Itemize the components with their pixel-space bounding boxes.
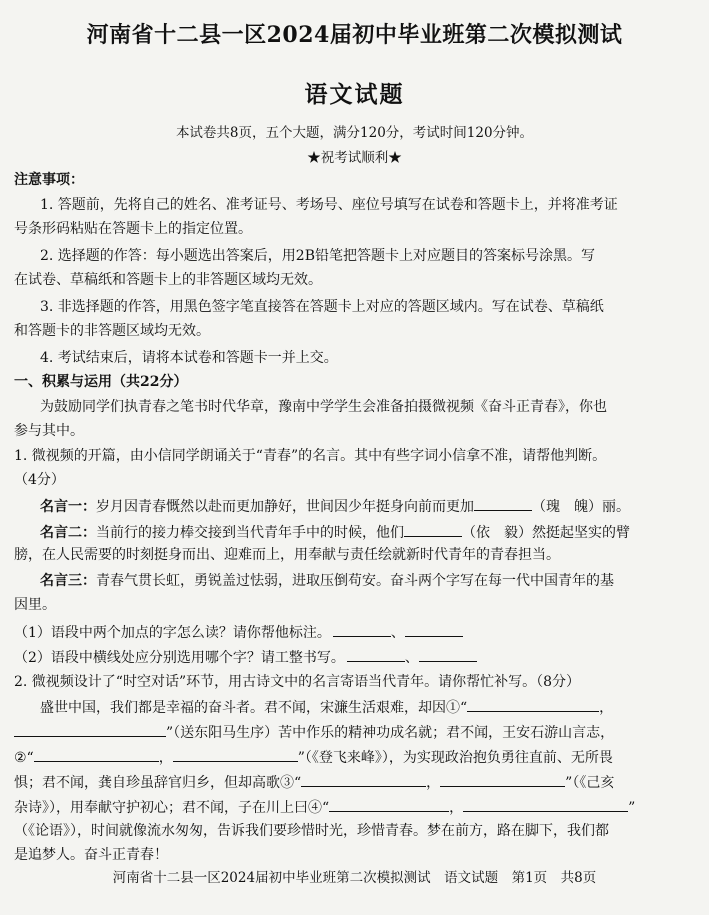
sub-question-2: （2）语段中横线处应分别选用哪个字？请工整书写。 、 xyxy=(14,647,477,667)
answer-blank[interactable] xyxy=(173,747,298,762)
note-3b: 和答题卡的非答题区域均无效。 xyxy=(14,323,210,339)
answer-blank[interactable] xyxy=(467,697,599,712)
passage-text: ②“ xyxy=(14,750,34,766)
quote-3-label: 名言三： xyxy=(40,573,96,589)
answer-blank[interactable] xyxy=(301,772,426,787)
question-1b: （4分） xyxy=(14,472,65,488)
passage-text: 惧；君不闻，龚自珍虽辞官归乡，但却高歌③“ xyxy=(14,775,302,791)
sub-question-1-text: （1）语段中两个加点的字怎么读？请你帮他标注。 xyxy=(14,625,331,641)
wish-line: ★祝考试顺利★ xyxy=(307,150,402,166)
answer-blank[interactable] xyxy=(405,622,463,637)
notes-heading: 注意事项： xyxy=(14,172,84,188)
quote-1-text: 岁月因青春慨然以赴而更加静好，世间因少年挺身向前而更加 xyxy=(96,499,474,515)
quote-3-text: 青春气贯长虹，勇锐盖过怯弱，进取压倒苟安。奋斗两个字写在每一代中国青年的基 xyxy=(96,573,614,589)
section-heading: 一、积累与运用（共22分） xyxy=(14,374,188,390)
passage-line-7: 是追梦人。奋斗正青春！ xyxy=(14,847,168,863)
passage-text: ” xyxy=(628,800,636,816)
exam-title: 河南省十二县一区2024届初中毕业班第二次模拟测试 xyxy=(86,22,623,48)
note-4: 4. 考试结束后，请将本试卷和答题卡一并上交。 xyxy=(40,350,338,366)
passage-text: 杂诗》），用奉献守护初心；君不闻，子在川上曰④“ xyxy=(14,800,330,816)
answer-blank[interactable] xyxy=(404,522,462,537)
passage-line-6: （《论语》），时间就像流水匆匆，告诉我们要珍惜时光，珍惜青春。梦在前方，路在脚下，我们都 xyxy=(14,823,609,839)
intro-a: 为鼓励同学们执青春之笔书时代华章，豫南中学学生会准备拍摄微视频《奋斗正青春》，你也 xyxy=(40,399,607,415)
quote-3-cont: 因里。 xyxy=(14,597,56,613)
question-1a: 1. 微视频的开篇，由小信同学朗诵关于“青春”的名言。其中有些字词小信拿不准，请帮他判断。 xyxy=(14,448,607,464)
subject-title: 语文试题 xyxy=(304,81,405,108)
sub-question-1: （1）语段中两个加点的字怎么读？请你帮他标注。 、 xyxy=(14,622,463,642)
note-1a: 1. 答题前，先将自己的姓名、准考证号、考场号、座位号填写在试卷和答题卡上，并将准考证 xyxy=(40,197,618,213)
answer-blank[interactable] xyxy=(347,647,405,662)
sub-question-2-text: （2）语段中横线处应分别选用哪个字？请工整书写。 xyxy=(14,650,345,666)
answer-blank[interactable] xyxy=(333,622,391,637)
quote-2-text: 当前行的接力棒交接到当代青年手中的时候，他们 xyxy=(96,525,404,541)
intro-b: 参与其中。 xyxy=(14,423,84,439)
passage-text: ， xyxy=(426,775,441,791)
quote-2 xyxy=(40,522,630,542)
answer-blank[interactable] xyxy=(14,722,166,737)
answer-blank[interactable] xyxy=(463,797,628,812)
passage-text: 盛世中国，我们都是幸福的奋斗者。君不闻，宋濂生活艰难，却因①“ xyxy=(40,700,468,716)
answer-blank[interactable] xyxy=(419,647,477,662)
passage-text: ”（《登飞来峰》），为实现政治抱负勇往直前、无所畏 xyxy=(297,750,613,766)
answer-blank[interactable] xyxy=(440,772,565,787)
note-3a: 3. 非选择题的作答，用黑色签字笔直接答在答题卡上对应的答题区域内。写在试卷、草稿纸 xyxy=(40,299,604,315)
passage-text: ， xyxy=(599,700,614,716)
exam-info: 本试卷共8页，五个大题，满分120分，考试时间120分钟。 xyxy=(175,125,534,141)
quote-2-cont: 膀，在人民需要的时刻挺身而出、迎难而上，用奉献与责任绘就新时代青年的青春担当。 xyxy=(14,547,560,563)
answer-blank[interactable] xyxy=(329,797,449,812)
passage-text: ， xyxy=(158,750,173,766)
passage-line-4 xyxy=(14,772,614,792)
passage-line-1 xyxy=(40,697,613,717)
answer-blank[interactable] xyxy=(474,496,532,511)
quote-3 xyxy=(40,572,614,590)
note-2b: 在试卷、草稿纸和答题卡上的非答题区域均无效。 xyxy=(14,272,322,288)
passage-text: ”（送东阳马生序）苦中作乐的精神功成名就；君不闻，王安石游山言志， xyxy=(166,725,615,741)
question-2: 2. 微视频设计了“时空对话”环节，用古诗文中的名言寄语当代青年。请你帮忙补写。（8分） xyxy=(14,674,581,690)
passage-line-5 xyxy=(14,797,635,817)
note-2a: 2. 选择题的作答：每小题选出答案后，用2B铅笔把答题卡上对应题目的答案标号涂黑。写 xyxy=(40,248,596,264)
quote-2-hint: （依 毅）然挺起坚实的臂 xyxy=(462,525,630,541)
passage-line-2 xyxy=(14,722,614,742)
page-footer: 河南省十二县一区2024届初中毕业班第二次模拟测试 语文试题 第1页 共8页 xyxy=(112,870,597,886)
quote-1-hint: （瑰 魄）丽。 xyxy=(532,499,630,515)
answer-blank[interactable] xyxy=(34,747,159,762)
quote-1 xyxy=(40,496,630,516)
passage-line-3 xyxy=(14,747,613,767)
passage-text: ”（《己亥 xyxy=(565,775,615,791)
quote-1-label: 名言一： xyxy=(40,499,96,515)
note-1b: 号条形码粘贴在答题卡上的指定位置。 xyxy=(14,221,252,237)
passage-text: ， xyxy=(449,800,464,816)
quote-2-label: 名言二： xyxy=(40,525,96,541)
